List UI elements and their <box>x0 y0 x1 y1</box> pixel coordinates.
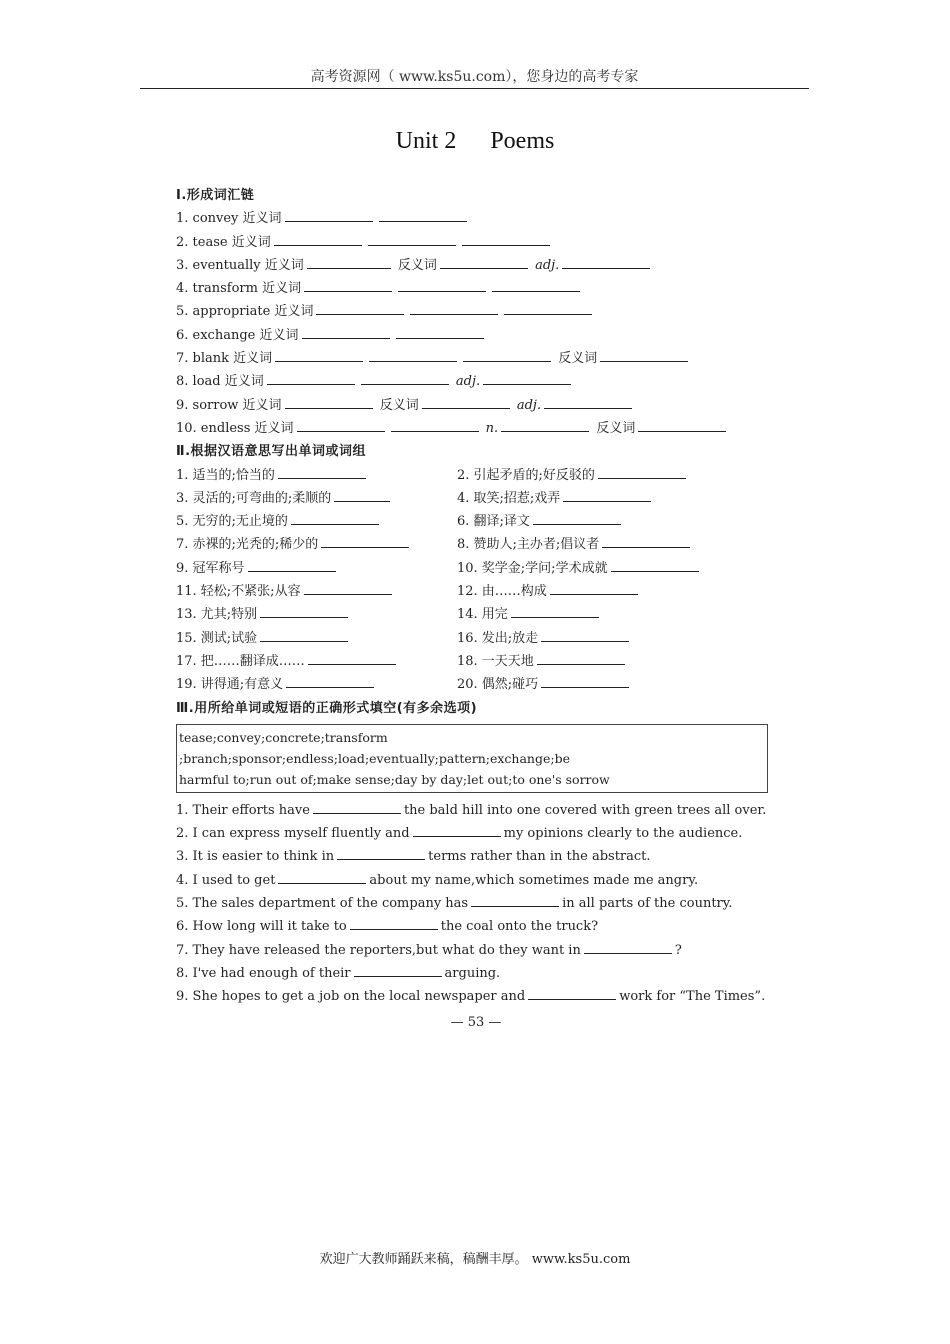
answer-blank[interactable] <box>285 397 373 409</box>
answer-blank[interactable] <box>462 234 550 246</box>
answer-blank[interactable] <box>471 895 559 907</box>
answer-blank[interactable] <box>511 606 599 618</box>
translation-row: 11. 轻松;不紧张;从容 12. 由……构成 <box>176 580 776 603</box>
answer-blank[interactable] <box>307 257 391 269</box>
answer-blank[interactable] <box>302 327 390 339</box>
answer-blank[interactable] <box>562 257 650 269</box>
answer-blank[interactable] <box>533 513 621 525</box>
header-divider <box>140 88 809 89</box>
answer-blank[interactable] <box>267 373 355 385</box>
answer-blank[interactable] <box>528 988 616 1000</box>
answer-blank[interactable] <box>368 234 456 246</box>
answer-blank[interactable] <box>504 303 592 315</box>
answer-blank[interactable] <box>361 373 449 385</box>
answer-blank[interactable] <box>304 583 392 595</box>
vocab-item: 8. load 近义词 adj. <box>176 370 776 393</box>
translation-row: 17. 把……翻译成…… 18. 一天天地 <box>176 650 776 673</box>
answer-blank[interactable] <box>563 490 651 502</box>
answer-blank[interactable] <box>492 280 580 292</box>
vocab-item: 4. transform 近义词 <box>176 277 776 300</box>
answer-blank[interactable] <box>483 373 571 385</box>
translation-row: 7. 赤裸的;光秃的;稀少的 8. 赞助人;主办者;倡议者 <box>176 533 776 556</box>
translation-row: 3. 灵活的;可弯曲的;柔顺的 4. 取笑;招惹;戏弄 <box>176 487 776 510</box>
answer-blank[interactable] <box>278 467 366 479</box>
worksheet-content <box>176 184 776 1034</box>
answer-blank[interactable] <box>544 397 632 409</box>
translation-row: 5. 无穷的;无止境的 6. 翻译;译文 <box>176 510 776 533</box>
answer-blank[interactable] <box>379 210 467 222</box>
word-bank-box <box>176 724 768 793</box>
fill-question: 8. I've had enough of their arguing. <box>176 965 501 981</box>
unit-label: Unit 2 <box>395 128 457 154</box>
fill-question: 6. How long will it take to the coal onto the truck? <box>176 919 599 935</box>
answer-blank[interactable] <box>285 210 373 222</box>
translation-row: 19. 讲得通;有意义 20. 偶然;碰巧 <box>176 673 776 696</box>
word-bank-line: tease;convey;concrete;transform ;branch;sponsor;endless;load;eventually;pattern;exchange;be <box>179 729 570 766</box>
vocab-item: 10. endless 近义词 n. 反义词 <box>176 417 776 440</box>
translation-row: 13. 尤其;特别 14. 用完 <box>176 603 776 626</box>
translation-row: 9. 冠军称号 10. 奖学金;学问;学术成就 <box>176 557 776 580</box>
page-number: — 53 — <box>450 1014 502 1030</box>
fill-question: 4. I used to get about my name,which sometimes made me angry. <box>176 872 699 888</box>
answer-blank[interactable] <box>369 350 457 362</box>
answer-blank[interactable] <box>274 234 362 246</box>
answer-blank[interactable] <box>286 676 374 688</box>
answer-blank[interactable] <box>611 560 699 572</box>
answer-blank[interactable] <box>638 420 726 432</box>
vocab-item: 7. blank 近义词 反义词 <box>176 347 776 370</box>
answer-blank[interactable] <box>440 257 528 269</box>
answer-blank[interactable] <box>297 420 385 432</box>
vocab-item: 3. eventually 近义词 反义词 adj. <box>176 254 776 277</box>
answer-blank[interactable] <box>337 848 425 860</box>
answer-blank[interactable] <box>501 420 589 432</box>
translation-row: 1. 适当的;恰当的 2. 引起矛盾的;好反驳的 <box>176 464 776 487</box>
answer-blank[interactable] <box>537 653 625 665</box>
unit-name: Poems <box>490 128 555 154</box>
answer-blank[interactable] <box>248 560 336 572</box>
answer-blank[interactable] <box>313 802 401 814</box>
answer-blank[interactable] <box>391 420 479 432</box>
answer-blank[interactable] <box>354 965 442 977</box>
answer-blank[interactable] <box>598 467 686 479</box>
fill-question: 3. It is easier to think in terms rather than in the abstract. <box>176 849 651 865</box>
answer-blank[interactable] <box>463 350 551 362</box>
vocab-item: 6. exchange 近义词 <box>176 324 776 347</box>
vocab-item: 9. sorrow 近义词 反义词 adj. <box>176 394 776 417</box>
section-2-heading: Ⅱ.根据汉语意思写出单词或词组 <box>176 444 367 460</box>
answer-blank[interactable] <box>550 583 638 595</box>
site-header: 高考资源网（ www.ks5u.com），您身边的高考专家 <box>310 69 639 85</box>
vocab-item: 2. tease 近义词 <box>176 231 776 254</box>
answer-blank[interactable] <box>260 630 348 642</box>
answer-blank[interactable] <box>584 942 672 954</box>
answer-blank[interactable] <box>541 630 629 642</box>
answer-blank[interactable] <box>334 490 390 502</box>
vocab-item: 5. appropriate 近义词 <box>176 300 776 323</box>
answer-blank[interactable] <box>410 303 498 315</box>
answer-blank[interactable] <box>321 536 409 548</box>
answer-blank[interactable] <box>602 536 690 548</box>
answer-blank[interactable] <box>308 653 396 665</box>
answer-blank[interactable] <box>278 872 366 884</box>
answer-blank[interactable] <box>413 825 501 837</box>
translation-row: 15. 测试;试验 16. 发出;放走 <box>176 627 776 650</box>
answer-blank[interactable] <box>275 350 363 362</box>
page-title <box>0 128 950 155</box>
fill-question: 1. Their efforts have the bald hill into one covered with green trees all over. <box>176 802 767 818</box>
word-bank-line: harmful to;run out of;make sense;day by day;let out;to one's sorrow <box>179 771 610 787</box>
answer-blank[interactable] <box>316 303 404 315</box>
answer-blank[interactable] <box>260 606 348 618</box>
section-3-heading: Ⅲ.用所给单词或短语的正确形式填空(有多余选项) <box>176 700 478 716</box>
answer-blank[interactable] <box>291 513 379 525</box>
answer-blank[interactable] <box>422 397 510 409</box>
site-footer: 欢迎广大教师踊跃来稿，稿酬丰厚。 www.ks5u.com <box>319 1252 631 1267</box>
answer-blank[interactable] <box>396 327 484 339</box>
fill-question: 7. They have released the reporters,but what do they want in ? <box>176 942 682 958</box>
answer-blank[interactable] <box>600 350 688 362</box>
answer-blank[interactable] <box>398 280 486 292</box>
fill-question: 2. I can express myself fluently and my opinions clearly to the audience. <box>176 826 743 842</box>
vocab-item: 1. convey 近义词 <box>176 207 776 230</box>
section-1-heading: Ⅰ.形成词汇链 <box>176 188 255 203</box>
fill-question: 5. The sales department of the company has in all parts of the country. <box>176 896 733 912</box>
fill-question: 9. She hopes to get a job on the local newspaper and work for “The Times”. <box>176 989 766 1005</box>
answer-blank[interactable] <box>541 676 629 688</box>
answer-blank[interactable] <box>304 280 392 292</box>
answer-blank[interactable] <box>350 918 438 930</box>
